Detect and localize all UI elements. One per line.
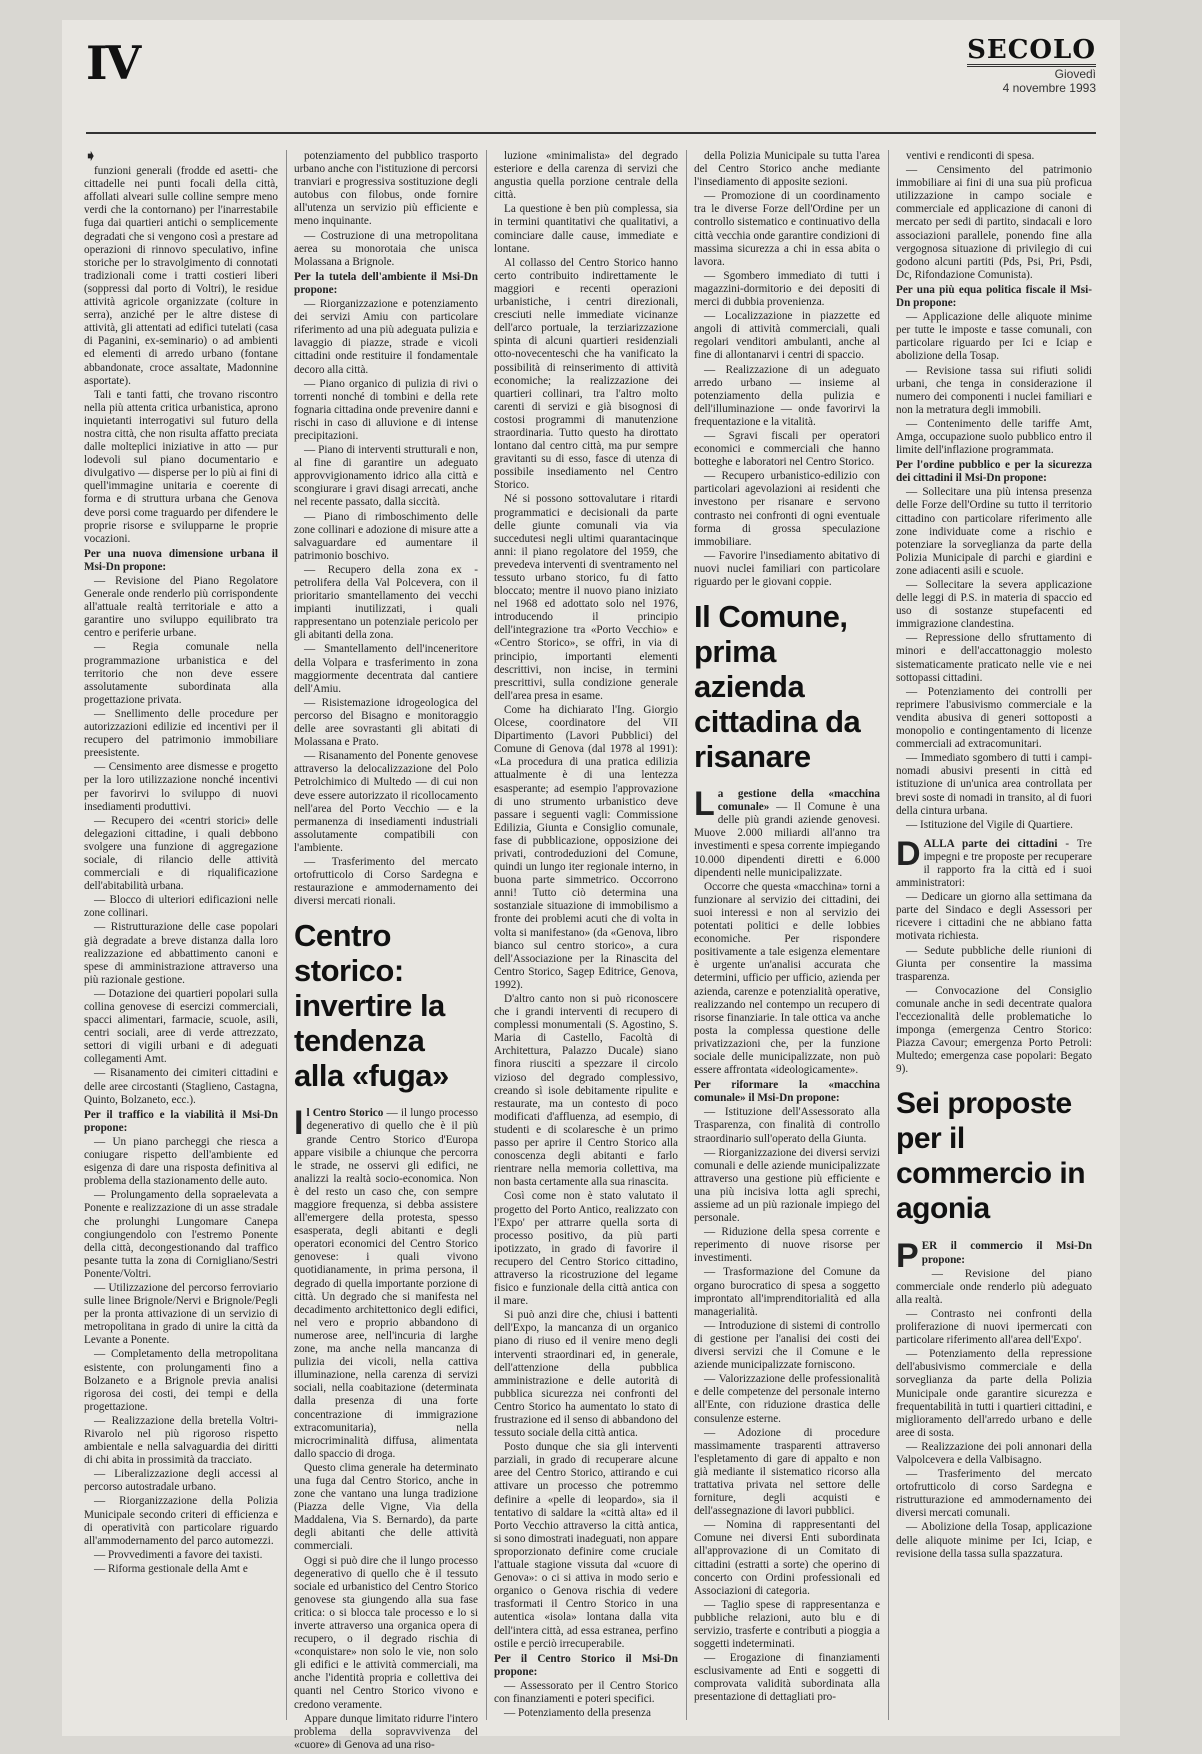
proposal-heading: Per riformare la «macchina comunale» il Msi-Dn propone: [694,1079,880,1105]
lead-text: l Centro Storico [306,1107,384,1120]
paragraph: — Il Comune è una delle più grandi aziende genovesi. Muove 2.000 miliardi all'anno tra investimenti e spesa corrente impiegando 10.000 dipendenti diretti e 6.000 dipendenti nelle municipalizzate. [694,801,880,879]
paragraph: Né si possono sottovalutare i ritardi programmatici e decisionali da parte delle giunte comunali via via succedutesi negli ultimi quarantacinque anni: il piano regolatore del 1959, che prevedeva interventi di sventramento nel tessuto urbano storico, fu di fatto bloccato; mentre il nuovo piano iniziato nel 1968 ed adottato solo nel 1976, introducendo il principio dell'integrazione tra «Porto Vecchio» e «Centro Storico», se offrì, in via di principio, importanti elementi descrittivi, non incise, in termini prescrittivi, sulla condizione generale dell'area presa in esame. [494,493,678,702]
paragraph: Si può anzi dire che, chiusi i battenti dell'Expo, la mancanza di un organico piano di riuso ed il venire meno degli interventi straordinari ed, in generale, dell'attenzione della pubblica amministrazione e delle autorità di pubblica sicurezza nei confronti del Centro Storico ha aumentato lo stato di frustrazione ed il senso di abbandono del tessuto sociale della città antica. [494,1309,678,1440]
article-lead [694,785,880,880]
list-item: — Contrasto nei confronti della proliferazione di nuovi ipermercati con particolare riferimento all'area dell'Expo'. [896,1307,1092,1347]
list-item: — Immediato sgombero di tutti i campi-nomadi abusivi presenti in città ed istituzione di un'unica area controllata per brevi soste di nomadi in transito, al di fuori della cintura urbana. [896,752,1092,817]
column-divider [888,150,889,1720]
list-item: — Localizzazione in piazzette ed angoli di attività commerciali, quali regolari venditori ambulanti, anche al fine di allontanarvi i centri di spaccio. [694,310,880,362]
list-item: — Snellimento delle procedure per autorizzazioni edilizie ed incentivi per il recupero del patrimonio immobiliare preesistente. [84,707,278,760]
proposal-heading: Per la tutela dell'ambiente il Msi-Dn propone: [294,270,478,296]
list-item: — Riorganizzazione dei diversi servizi comunali e delle aziende municipalizzate attraverso una gestione più efficiente e una più incisiva lotta agli sprechi, assieme ad un più razionale impiego del personale. [694,1146,880,1225]
list-item: — Smantellamento dell'inceneritore della Volpara e trasferimento in zona maggiormente decentrata dal cantiere dell'Amiu. [294,643,478,695]
paragraph: Occorre che questa «macchina» torni a funzionare al servizio dei cittadini, dei suoi interessi e non al servizio dei potentati politici e delle lobbies economiche. Per rispondere positivamente a tale esigenza elementare è urgente un'analisi accurata che determini, ufficio per ufficio, azienda per azienda, carenze e potenzialità operative, realizzando nel contempo un recupero di risorse finanziarie. In tale ottica va anche posta la complessa questione delle privatizzazioni che, per la funzione sociale delle municipalizzate, non può essere affrontata «ideologicamente». [694,880,880,1077]
paragraph: Tali e tanti fatti, che trovano riscontro nella più attenta critica urbanistica, aprono inquietanti interrogativi sul futuro della nostra città, che non risulta affatto preciata dalle molteplici iniziative in atto — pur lodevoli sul piano documentario e divulgativo — disperse per lo più ai fini di quell'immagine unitaria e coerente di forma e di struttura urbana che Genova deve porsi come traguardo per difendere le proprie risorse e svilupparne le proprie vocazioni. [84,388,278,545]
column-2 [294,150,478,1751]
list-item: — Istituzione del Vigile di Quartiere. [906,818,1073,831]
list-item: — Favorire l'insediamento abitativo di nuovi nuclei familiari con particolare riguardo per le giovani coppie. [694,549,880,588]
list-item: — Liberalizzazione degli accessi al percorso autostradale urbano. [84,1468,278,1494]
list-item: — Sedute pubbliche delle riunioni di Giunta per consentire la massima trasparenza. [896,944,1092,983]
drop-cap: L [694,785,715,824]
page-number: IV [86,36,140,90]
list-item: — Sollecitare la severa applicazione delle leggi di P.S. in materia di spaccio ed uso di sostanze stupefacenti ed immigrazione clandestina. [896,579,1092,631]
list-item: — Revisione del piano commerciale onde renderlo più adeguato alla realtà. [896,1267,1092,1306]
list-item: — Realizzazione di un adeguato arredo urbano — insieme al potenziamento della pulizia e dell'illuminazione — onde favorirvi la frequentazione e la vitalità. [694,363,880,428]
article-lead [294,1104,478,1461]
paragraph: luzione «minimalista» del degrado esteriore e della carenza di servizi che angustia quella porzione centrale della città. [494,150,678,202]
list-item: — Taglio spese di rappresentanza e pubbliche relazioni, auto blu e di servizio, trasferte e contributi a pioggia a soggetti indeterminati. [694,1598,880,1651]
list-item: — Potenziamento della repressione dell'abusivismo commerciale e della sorveglianza da parte della Polizia Municipale onde garantire sicurezza e frequentabilità in tutti i quartieri cittadini, e miglioramento dell'arredo urbano e delle aree di sosta. [896,1348,1092,1439]
list-item: — Piano di interventi strutturali e non, al fine di garantire un adeguato approvvigionamento idrico alla città e scongiurare i gravi disagi arrecati, anche nel recente passato, dalla siccità. [294,444,478,509]
list-item: — Istituzione dell'Assessorato alla Trasparenza, con finalità di controllo straordinario sull'operato della Giunta. [694,1106,880,1145]
paragraph: ventivi e rendiconti di spesa. [906,150,1035,162]
list-item: — Prolungamento della sopraelevata a Ponente e realizzazione di un asse stradale che prolunghi Lungomare Canepa congiungendolo con l'estremo Ponente della città, decongestionando dal traffico pesante tutta la zona di Cornigliano/Sestri Ponente/Voltri. [84,1189,278,1280]
list-item: — Contenimento delle tariffe Amt, Amga, occupazione suolo pubblico entro il limite dell'inflazione programmata. [896,417,1092,457]
paragraph: Oggi si può dire che il lungo processo degenerativo di quello che è il tessuto sociale ed urbanistico del Centro Storico genovese sta giungendo alla sua fase critica: o si blocca tale processo e lo si inverte attraverso una organica opera di recupero, o il degrado rischia di «conquistare» non solo le vie, non solo gli edifici e le attività commerciali, ma anche l'identità propria e collettiva dei quanti nel Centro Storico vivono e credono veramente. [294,1554,478,1711]
list-item: — Utilizzazione del percorso ferroviario sulle linee Brignole/Nervi e Brignole/Pegli per la pronta attivazione di un servizio di metropolitana in grado di unire la città da Levante a Ponente. [84,1281,278,1347]
list-item: — Introduzione di sistemi di controllo di gestione per l'analisi dei costi dei diversi servizi che il Comune e le aziende municipalizzate forniscono. [694,1319,880,1372]
list-item: — Potenziamento dei controlli per reprimere l'abusivismo commerciale e la vendita abusiva di generi sottoposti a monopolio e contingentamento di licenze commerciali ad extracomunitari. [896,685,1092,751]
list-item: — Recupero della zona ex - petrolifera della Val Polcevera, con il prioritario smantellamento dei vecchi impianti inutilizzati, i quali rappresentano un potenziale pericolo per gli abitanti della zona. [294,563,478,642]
list-item: — Risistemazione idrogeologica del percorso del Bisagno e monitoraggio delle aree sovrastanti gli abitati di Molassana e Prato. [294,696,478,749]
list-item: — Provvedimenti a favore dei taxisti. [94,1548,263,1561]
list-item: — Regia comunale nella programmazione urbanistica e del territorio che non deve essere assolutamente subordinata alla progettazione privata. [84,641,278,706]
list-item: — Convocazione del Consiglio comunale anche in sedi decentrate qualora l'eccezionalità delle problematiche lo imponga (emergenza Centro Storico: Piazza Cavour; emergenza Porto Petroli: Multedo; emergenza case popolari: Begato 9). [896,984,1092,1076]
newspaper-logo: SECOLO [967,35,1096,65]
column-5 [896,150,1092,1720]
paragraph: Questo clima generale ha determinato una fuga dal Centro Storico, anche in zone che vantano una lunga tradizione (Piazza delle Vigne, Via della Maddalena, Via S. Bernardo), da parte degli abitanti che delle attività commerciali. [294,1461,478,1553]
paragraph: Così come non è stato valutato il progetto del Porto Antico, realizzato con l'Expo' per attrarre quella sorta di processo positivo, da più parti ipotizzato, in grado di favorire il recupero del Centro Storico cittadino, attraverso la ricostruzione del legame fisico e funzionale della città antica con il mare. [494,1190,678,1308]
continued-arrow-icon: ➧ [84,148,98,165]
list-item: — Erogazione di finanziamenti esclusivamente ad Enti e soggetti di comprovata validità subordinata alla presentazione di dettagliati pro- [694,1652,880,1704]
list-item: — Riorganizzazione e potenziamento dei servizi Amiu con particolare riferimento ad una più adeguata pulizia e lavaggio di piazze, strade e vicoli cittadini onde restituire il fondamentale decoro alla città. [294,298,478,376]
list-item: — Adozione di procedure massimamente trasparenti attraverso l'espletamento di gare di appalto e non già mediante il sistematico ricorso alla trattativa privata nel settore delle forniture, degli acquisti e dell'assegnazione di lavori pubblici. [694,1426,880,1518]
column-4 [694,150,880,1720]
list-item: — Sgombero immediato di tutti i magazzini-dormitorio e dei depositi di merci di dubbia provenienza. [694,269,880,309]
paragraph: - Tre impegni e tre proposte per recuperare il rapporto fra la città ed i suoi amministratori: [896,837,1092,890]
list-item: — Applicazione delle aliquote minime per tutte le imposte e tasse comunali, con particolare riguardo per Ici e Iciap e abolizione della Tosap. [896,311,1092,363]
list-item: — Censimento aree dismesse e progetto per la loro utilizzazione nonché incentivi per favorirvi lo sviluppo di nuovi insediamenti produttivi. [84,761,278,813]
header-rule [86,132,1096,134]
list-item: della Polizia Municipale su tutta l'area del Centro Storico anche mediante l'insediamento di apposite sezioni. [694,150,880,189]
list-item: — Completamento della metropolitana esistente, con prolungamenti fino a Bolzaneto e a Brignole previa analisi rigorosa dei costi, dei tempi e della progettazione. [84,1348,278,1413]
column-3 [494,150,678,1720]
list-item: — Nomina di rappresentanti del Comune nei diversi Enti subordinata all'approvazione di un Comitato di cittadini (estratti a sorte) che operino di concerto con Ordini professionali ed Associazioni di categoria. [694,1519,880,1597]
article-lead [896,834,1092,890]
issue-day: Giovedì [1054,67,1096,81]
list-item: — Riduzione della spesa corrente e reperimento di nuove risorse per investimenti. [694,1226,880,1265]
list-item: — Recupero urbanistico-edilizio con particolari agevolazioni ai residenti che investono per risanare e servono contrasto nei confronti di ogni eventuale forma di grossa speculazione immobiliare. [694,470,880,548]
list-item: — Revisione tassa sui rifiuti solidi urbani, che tenga in considerazione il numero dei componenti i nuclei familiari e non la metratura degli immobili. [896,364,1092,416]
list-item: — Riorganizzazione della Polizia Municipale secondo criteri di efficienza e di operatività con particolare riguardo all'ammodernamento del parco automezzi. [84,1495,278,1547]
list-item: — Piano di rimboschimento delle zone collinari e adozione di misure atte a salvaguardare ed aumentare il patrimonio boschivo. [294,510,478,562]
paragraph: Al collasso del Centro Storico hanno certo contribuito indirettamente le maggiori e recenti operazioni urbanistiche, i centri direzionali, cresciuti nelle immediate vicinanze dell'arco portuale, la terziarizzazione spinta di alcuni quartieri residenziali otto-novecenteschi che ha vanificato la possibilità di reinserimento di attività economiche; la realizzazione dei quartieri collinari, tra l'altro molto carenti di servizi e già bisognosi di costosi programmi di manutenzione straordinaria. Tutto questo ha dirottato lontano dal centro città, ma pur sempre gravitanti su di esso, fasce di utenza di possibile insediamento nel Centro Storico. [494,256,678,492]
list-item: — Assessorato per il Centro Storico con finanziamenti e poteri specifici. [494,1679,678,1705]
column-divider [686,150,687,1720]
list-item: — Ristrutturazione delle case popolari già degradate a breve distanza dalla loro realizzazione ed abbattimento canoni e spese di amministrazione attraverso una più razionale gestione. [84,921,278,986]
list-item: — Dotazione dei quartieri popolari sulla collina genovese di esercizi commerciali, spacci alimentari, farmacie, scuole, asili, centri sociali, aree di verde attrezzato, settori di vigili urbani e di adeguati collegamenti Amt. [84,987,278,1066]
paragraph: Come ha dichiarato l'Ing. Giorgio Olcese, coordinatore del VII Dipartimento (Lavori Pubblici) del Comune di Genova (dal 1978 al 1991): «La procedura di una pratica edilizia attualmente è di una lentezza esasperante; ad esempio l'approvazione di uno strumento urbanistico deve passare i seguenti vagli: Commissione Edilizia, Giunta e Consiglio comunale, fase di pubblicazione, opposizione dei privati, controdeduzioni del Comune, quindi un lungo iter regionale interno, in buona parte simmetrico. Occorrono anni! Tutto ciò determina una sostanziale situazione di immobilismo a fronte dei problemi acuti che di volta in volta si manifestano» (da «Genova, libro bianco sul centro storico», a cura dell'Associazione per la Rinascita del Centro Storico, Sagep Editrice, Genova, 1992). [494,703,678,991]
column-1 [84,150,278,1720]
paragraph: potenziamento del pubblico trasporto urbano anche con l'istituzione di percorsi tranviari e progressiva sostituzione degli autobus con filobus, onde fornire all'utenza un servizio più efficiente e meno inquinante. [294,150,478,228]
list-item: — Revisione del Piano Regolatore Generale onde renderlo più corrispondente all'attuale realtà territoriale e atto a garantire uno sviluppo equilibrato tra centro e periferie urbane. [84,575,278,640]
column-divider [286,150,287,1720]
list-item: — Recupero dei «centri storici» delle delegazioni cittadine, i quali debbono svolgere una funzione di aggregazione sociale, di rilancio delle attività commerciali e di riqualificazione dell'abitabilità urbana. [84,814,278,893]
paragraph: — Costruzione di una metropolitana aerea su monorotaia che unisca Molassana a Brignole. [294,229,478,268]
paragraph: Appare dunque limitato ridurre l'intero problema della sopravvivenza del «cuore» di Genova ad una riso- [294,1712,478,1751]
headline-commercio: Sei proposte per il commercio in agonia [896,1087,1086,1226]
list-item: — Trasformazione del Comune da organo burocratico di spesa a soggetto improntato all'imprenditorialità ed alla managerialità. [694,1266,880,1318]
headline-centro-storico: Centro storico: invertire la tendenza alla «fuga» [294,918,449,1094]
proposal-heading: Per una nuova dimensione urbana il Msi-Dn propone: [84,547,278,573]
lead-text: ER il commercio il Msi-Dn propone: [921,1240,1092,1266]
list-item: — Risanamento dei cimiteri cittadini e delle aree circostanti (Staglieno, Castagna, Quinto, Bolzaneto, ecc.). [84,1067,278,1106]
lead-text: ALLA parte dei cittadini [923,837,1058,850]
list-item: — Sollecitare una più intensa presenza delle Forze dell'Ordine su tutto il territorio cittadino con particolare riferimento alle zone individuate come a rischio e potenziare la sorveglianza da parte della Polizia Municipale di parchi e giardini e zone adiacenti asili e scuole. [896,486,1092,577]
proposal-heading: Per il traffico e la viabilità il Msi-Dn propone: [84,1108,278,1134]
list-item: — Dedicare un giorno alla settimana da parte del Sindaco e degli Assessori per ricevere i cittadini che ne abbiano fatta motivata richiesta. [896,891,1092,943]
list-item: — Trasferimento del mercato ortofrutticolo di corso Sardegna e ristrutturazione ed ammodernamento dei diversi mercati comunali. [896,1468,1092,1520]
drop-cap: P [896,1237,919,1276]
list-item: — Risanamento del Ponente genovese attraverso la delocalizzazione del Polo Petrolchimico di Multedo — di cui non deve essere autorizzato il ricollocamento nell'area del Porto Vecchio — e la permanenza di insediamenti industriali assolutamente compatibili con l'ambiente. [294,750,478,854]
list-item: — Blocco di ulteriori edificazioni nelle zone collinari. [84,894,278,920]
drop-cap: I [294,1104,304,1143]
list-item: — Potenziamento della presenza [504,1707,651,1720]
paragraph: — Censimento del patrimonio immobiliare ai fini di una sua più proficua utilizzazione in campo sociale e commerciale ed applicazione di canoni di mercato per sedi di partito, sindacali e loro associazioni parallele, ponendo fine alla vergognosa situazione di privilegio di cui godono alcuni partiti (Pds, Psi, Pri, Psdi, Dc, Rifondazione Comunista). [896,164,1092,281]
list-item: — Valorizzazione delle professionalità e delle competenze del personale interno all'Ente, con riduzione drastica delle consulenze esterne. [694,1373,880,1425]
column-divider [486,150,487,1720]
list-item: — Piano organico di pulizia di rivi o torrenti nonché di tombini e della rete fognaria cittadina onde prevenire danni e rischi in caso di alluvione e di intense precipitazioni. [294,377,478,442]
list-item: — Riforma gestionale della Amt e [94,1562,248,1575]
paragraph: D'altro canto non si può riconoscere che i grandi interventi di recupero di complessi monumentali (S. Agostino, S. Maria di Castello, Facoltà di Architettura, Palazzo Ducale) siano finora riusciti a spezzare il circolo vizioso del degrado complessivo, creando sì isole debitamente ripulite e restaurate, ma un contesto di poco modificati d'affluenza, ad esempio, di studenti e di scolaresche è un primo passo per aprire il Centro Storico alla conoscenza degli abitanti e farlo rientrare nella memoria collettiva, ma non basta certamente alla sua rinascita. [494,993,678,1189]
proposal-heading: Per il Centro Storico il Msi-Dn propone: [494,1652,678,1678]
issue-date: 4 novembre 1993 [1002,81,1096,95]
list-item: — Repressione dello sfruttamento di minori e dell'accattonaggio molesto sistematicamente praticato nelle vie e nei sottopassi cittadini. [896,632,1092,684]
proposal-heading: Per l'ordine pubblico e per la sicurezza dei cittadini il Msi-Dn propone: [896,459,1092,485]
paragraph: La questione è ben più complessa, sia in termini quantitativi che qualitativi, a cominciare dalle cause, immediate e lontane. [494,203,678,255]
paragraph: — il lungo processo degenerativo di quello che è il più grande Centro Storico d'Europa appare visibile a chiunque che percorra le strade, ne osservi gli edifici, ne analizzi la realtà socio-economica. Non è del resto un caso che, con sempre maggiore frequenza, si debba assistere all'emergere della protesta, spesso esasperata, degli abitanti e degli operatori economici del Centro Storico genovese: i quali vivono quotidianamente, in prima persona, il degrado di quella importante porzione di città. Un degrado che si manifesta nel decadimento architettonico degli edifici, nel vero e proprio abbandono di numerose aree, nell'incuria di larghe zone, ma anche nella mancanza di pulizia dei vicoli, nella cattiva illuminazione, nella carenza di servizi sociali, nella coabitazione (determinata dalla presenza di una forte concentrazione di immigrazione extracomunitaria), nella microcriminalità diffusa, alimentata dallo spaccio di droga. [294,1107,478,1460]
drop-cap: D [896,834,921,873]
list-item: — Abolizione della Tosap, applicazione delle aliquote minime per Ici, Iciap, e revisione della tassa sulla spazzatura. [896,1521,1092,1560]
list-item: — Trasferimento del mercato ortofrutticolo di Corso Sardegna e restaurazione e ammodernamento dei diversi mercati rionali. [294,855,478,908]
list-item: — Sgravi fiscali per operatori economici e commerciali che hanno botteghe e laboratori nel Centro Storico. [694,429,880,469]
newspaper-page [62,20,1120,1751]
proposal-heading: Per una più equa politica fiscale il Msi-Dn propone: [896,283,1092,310]
lead-text: a gestione della «macchina comunale» [717,788,880,814]
list-item: — Promozione di un coordinamento tra le diverse Forze dell'Ordine per un controllo sistematico e continuativo della città vecchia onde garantire condizioni di massima sicurezza a chi in essa abita o lavora. [694,190,880,268]
paragraph: funzioni generali (frodde ed asetti- che cittadelle nei punti focali della città, affollati alveari sulle colline sempre meno verdi che la contornano) per l'inarrestabile fuga dai quartieri antichi o semplicemente degradati che si vengono così a prestare ad operazioni di rinnovo speculativo, infine storiche per lo stravolgimento di connotati tradizionali come i tratti costieri liberi (soppressi dal porto di Voltri), le residue attività agricole organizzate (colture in serra), anziché per le altre distese di attività, gli attentati ad edifici tutelati (casa di Paganini, ex-seminario) o ad ambienti ed elementi di arredo urbano (fontane abbandonate, croce assaltate, Madonnine asportate). [84,165,278,387]
list-item: — Realizzazione della bretella Voltri-Rivarolo nel più rigoroso rispetto ambientale e nella salvaguardia dei diritti di chi abita in prossimità da tracciato. [84,1414,278,1467]
list-item: — Un piano parcheggi che riesca a coniugare rispetto dell'ambiente ed esigenza di dare una risposta definitiva al problema della stazionamento delle auto. [84,1135,278,1188]
article-lead [896,1237,1092,1276]
masthead [967,36,1096,95]
headline-comune: Il Comune, prima azienda cittadina da risanare [694,599,861,775]
paragraph: Posto dunque che sia gli interventi parziali, in grado di recuperare alcune aree del Centro Storico, attirando e cui attivare un processo che potremmo definire a «pelle di leopardo», sia il tentativo di saldare la «città alta» ed il Porto Vecchio attraverso la città antica, si sono dimostrati inadeguati, non appare sproporzionato definire come cruciale l'attuale stagione vissuta dal «cuore di Genova»: o ci si attiva in modo serio e organico o Genova rischia di vedere trasformati il Centro Storico in una autentica «isola» lontana dalla vita dell'intera città, ad essa estranea, perfino ostile e perciò irrecuperabile. [494,1441,678,1650]
list-item: — Realizzazione dei poli annonari della Valpolcevera e della Valbisagno. [896,1440,1092,1466]
